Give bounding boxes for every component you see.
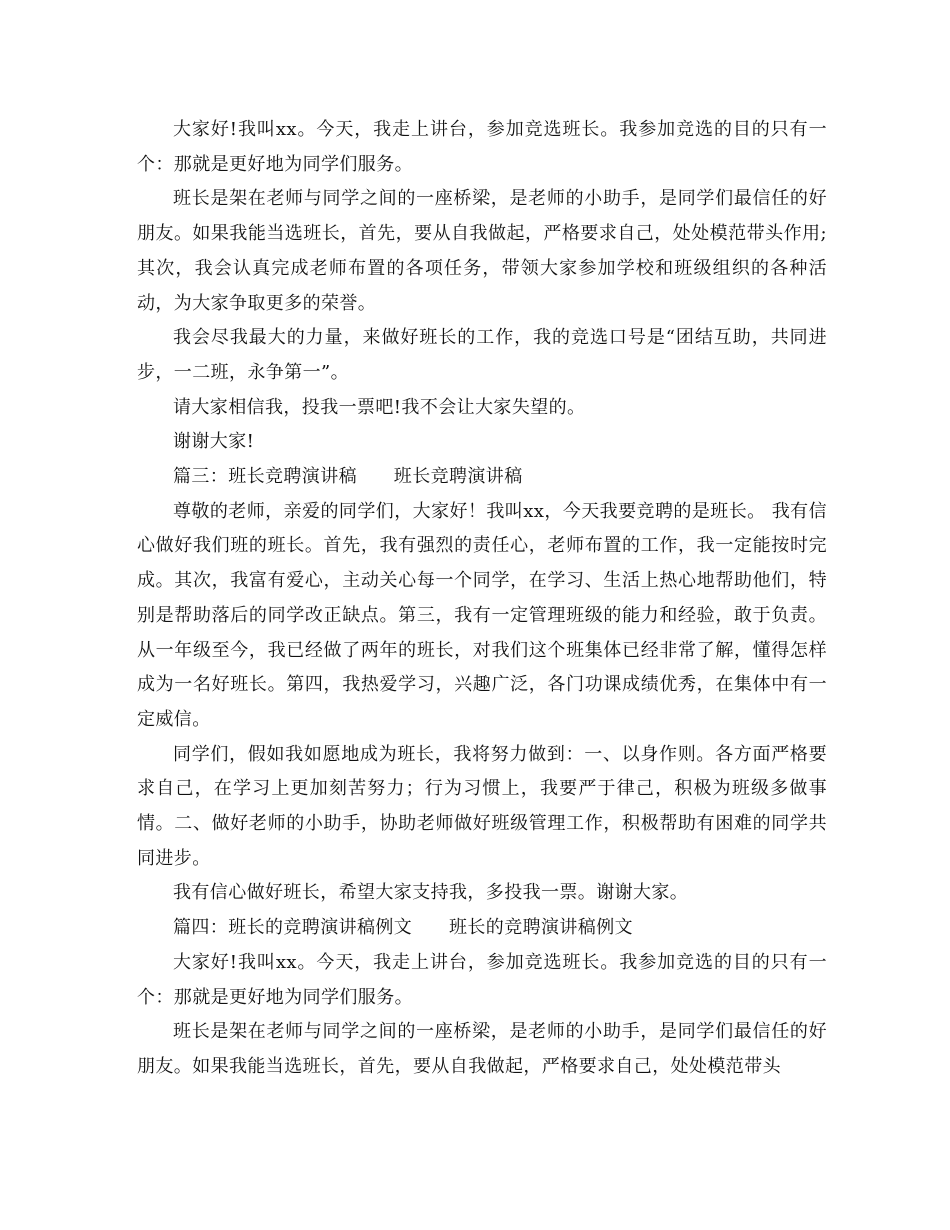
- paragraph-bridge: 班长是架在老师与同学之间的一座桥梁，是老师的小助手，是同学们最信任的好朋友。如果我能当选班长，首先，要从自我做起，严格要求自己，处处模范带头作用;其次，我会认真完成老师布置的各项任务，带领大家参加学校和班级组织的各种活动，为大家争取更多的荣誉。: [137, 188, 827, 314]
- paragraph-confidence: 尊敬的老师，亲爱的同学们，大家好！我叫xx，今天我要竞聘的是班长。 我有信心做好我们班的班长。首先，我有强烈的责任心，老师布置的工作，我一定能按时完成。其次，我富有爱心，主动关心每一个同学，在学习、生活上热心地帮助他们，特别是帮助落后的同学改正缺点。第三，我有一定管理班级的能力和经验，敢于负责。从一年级至今，我已经做了两年的班长，对我们这个班集体已经非常了解，懂得怎样成为一名好班长。第四，我热爱学习，兴趣广泛，各门功课成绩优秀，在集体中有一定威信。: [137, 500, 827, 730]
- paragraph-greeting: 大家好!我叫xx。今天，我走上讲台，参加竞选班长。我参加竞选的目的只有一个：那就是更好地为同学们服务。: [137, 119, 827, 175]
- paragraph-thanks: 谢谢大家!: [173, 431, 255, 453]
- paragraph-bridge-repeat: 班长是架在老师与同学之间的一座桥梁，是老师的小助手，是同学们最信任的好朋友。如果我能当选班长，首先，要从自我做起，严格要求自己，处处模范带头: [137, 1021, 827, 1077]
- section-heading-4: 篇四：班长的竞聘演讲稿例文 班长的竞聘演讲稿例文: [173, 917, 633, 939]
- paragraph-slogan: 我会尽我最大的力量，来做好班长的工作，我的竞选口号是“团结互助，共同进步，一二班，永争第一”。: [137, 327, 827, 383]
- paragraph-greeting-repeat: 大家好!我叫xx。今天，我走上讲台，参加竞选班长。我参加竞选的目的只有一个：那就是更好地为同学们服务。: [137, 951, 827, 1008]
- paragraph-trust: 请大家相信我，投我一票吧!我不会让大家失望的。: [173, 396, 586, 418]
- paragraph-promises: 同学们，假如我如愿地成为班长，我将努力做到：一、以身作则。各方面严格要求自己，在学习上更加刻苦努力；行为习惯上，我要严于律己，积极为班级多做事情。二、做好老师的小助手，协助老师做好班级管理工作，积极帮助有困难的同学共同进步。: [137, 743, 827, 869]
- section-heading-3: 篇三：班长竞聘演讲稿 班长竞聘演讲稿: [173, 466, 523, 488]
- paragraph-vote: 我有信心做好班长，希望大家支持我，多投我一票。谢谢大家。: [173, 882, 689, 904]
- document-body: [137, 113, 827, 1085]
